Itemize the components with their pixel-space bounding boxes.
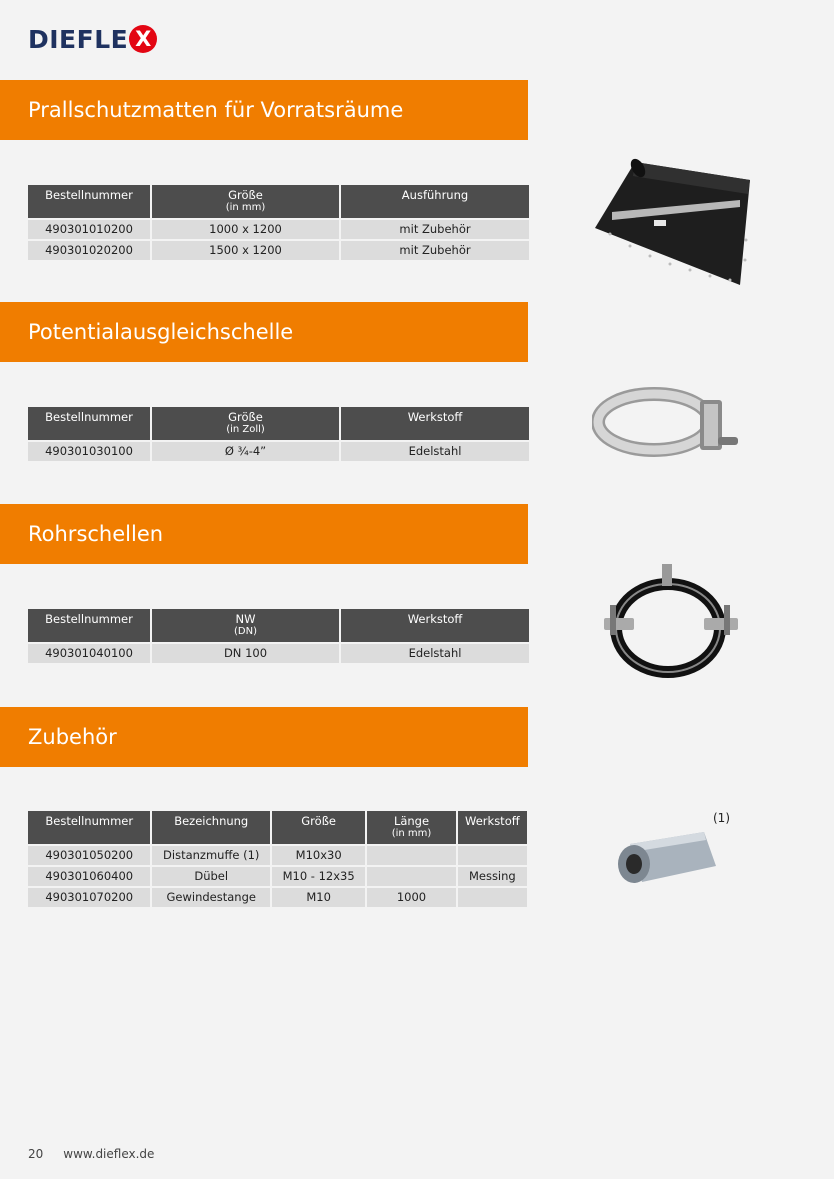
cell-werkstoff: Edelstahl	[341, 644, 529, 663]
header-nw: NW (DN)	[152, 609, 339, 642]
image-caption: (1)	[713, 811, 730, 825]
table-header-row	[28, 609, 529, 642]
header-groesse: Größe (in mm)	[152, 185, 339, 218]
table-header-row	[28, 185, 529, 218]
table-potentialausgleichschelle	[26, 405, 531, 463]
header-unit: (in mm)	[225, 202, 266, 213]
cell-groesse: M10 - 12x35	[272, 867, 365, 886]
section-title-prallschutzmatten: Prallschutzmatten für Vorratsräume	[0, 80, 528, 140]
header-bestellnummer: Bestellnummer	[28, 811, 150, 844]
cell-werkstoff: Edelstahl	[341, 442, 529, 461]
header-groesse: Größe	[272, 811, 365, 844]
cell-ausfuehrung: mit Zubehör	[341, 220, 529, 239]
table-header-row	[28, 407, 529, 440]
product-image-pipe-clamp	[596, 560, 746, 685]
header-bestellnummer: Bestellnummer	[28, 609, 150, 642]
logo-wordmark: DIEFLE	[28, 24, 129, 54]
website-link[interactable]: www.dieflex.de	[63, 1147, 155, 1161]
cell-groesse: M10	[272, 888, 365, 907]
header-unit: (in Zoll)	[226, 424, 265, 435]
header-laenge: Länge (in mm)	[367, 811, 455, 844]
cell-bestellnummer: 490301010200	[28, 220, 150, 239]
cell-groesse: 1000 x 1200	[152, 220, 339, 239]
product-image-grounding-clamp	[592, 382, 742, 472]
cell-bestellnummer: 490301070200	[28, 888, 150, 907]
header-werkstoff: Werkstoff	[341, 407, 529, 440]
logo-x-badge: X	[129, 25, 157, 53]
cell-bestellnummer: 490301040100	[28, 644, 150, 663]
section-title-potentialausgleichschelle: Potentialausgleichschelle	[0, 302, 528, 362]
cell-laenge	[367, 867, 455, 886]
cell-werkstoff	[458, 846, 527, 865]
table-rohrschellen	[26, 607, 531, 665]
cell-laenge: 1000	[367, 888, 455, 907]
header-werkstoff: Werkstoff	[458, 811, 527, 844]
table-row	[28, 241, 529, 260]
table-row	[28, 888, 527, 907]
header-unit: (DN)	[234, 626, 257, 637]
cell-werkstoff: Messing	[458, 867, 527, 886]
cell-bezeichnung: Dübel	[152, 867, 269, 886]
table-row	[28, 846, 527, 865]
header-werkstoff: Werkstoff	[341, 609, 529, 642]
cell-groesse: Ø ¾-4”	[152, 442, 339, 461]
product-image-impact-mat	[590, 150, 760, 290]
header-bezeichnung: Bezeichnung	[152, 811, 269, 844]
cell-werkstoff	[458, 888, 527, 907]
cell-ausfuehrung: mit Zubehör	[341, 241, 529, 260]
page-number: 20	[28, 1147, 44, 1161]
cell-laenge	[367, 846, 455, 865]
section-title-rohrschellen: Rohrschellen	[0, 504, 528, 564]
table-row	[28, 220, 529, 239]
page-footer	[28, 1147, 154, 1161]
section-title-zubehoer: Zubehör	[0, 707, 528, 767]
dieflex-logo	[28, 22, 157, 56]
table-row	[28, 442, 529, 461]
header-ausfuehrung: Ausführung	[341, 185, 529, 218]
cell-bezeichnung: Gewindestange	[152, 888, 269, 907]
cell-bestellnummer: 490301020200	[28, 241, 150, 260]
cell-bestellnummer: 490301060400	[28, 867, 150, 886]
product-image-spacer-sleeve	[606, 822, 726, 902]
header-bestellnummer: Bestellnummer	[28, 185, 150, 218]
table-row	[28, 644, 529, 663]
table-zubehoer	[26, 809, 529, 909]
table-header-row	[28, 811, 527, 844]
cell-bestellnummer: 490301030100	[28, 442, 150, 461]
table-prallschutzmatten	[26, 183, 531, 262]
cell-groesse: 1500 x 1200	[152, 241, 339, 260]
header-groesse: Größe (in Zoll)	[152, 407, 339, 440]
header-bestellnummer: Bestellnummer	[28, 407, 150, 440]
header-unit: (in mm)	[391, 828, 432, 839]
cell-nw: DN 100	[152, 644, 339, 663]
cell-bestellnummer: 490301050200	[28, 846, 150, 865]
cell-groesse: M10x30	[272, 846, 365, 865]
table-row	[28, 867, 527, 886]
cell-bezeichnung: Distanzmuffe (1)	[152, 846, 269, 865]
